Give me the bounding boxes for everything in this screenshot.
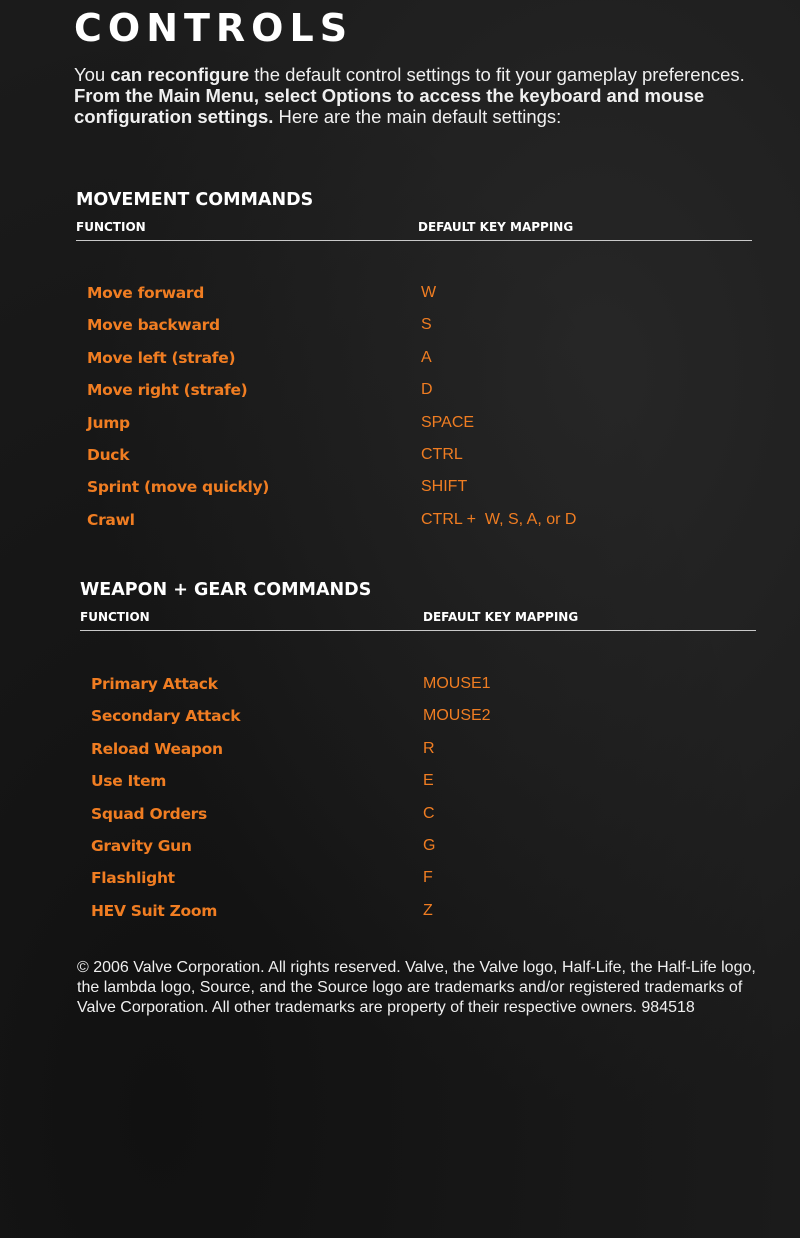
table-row — [76, 446, 752, 478]
table-row — [80, 869, 756, 901]
weapon-function-header: FUNCTION — [80, 610, 150, 624]
weapon-gear-commands-section — [80, 580, 756, 934]
function-name: Squad Orders — [91, 804, 207, 823]
key-mapping: C — [423, 804, 435, 822]
key-mapping: MOUSE1 — [423, 675, 491, 692]
function-name: Flashlight — [91, 869, 175, 888]
movement-column-headers — [76, 218, 752, 241]
table-row — [80, 740, 756, 772]
function-name: Duck — [87, 445, 130, 464]
weapon-section-title: WEAPON + GEAR COMMANDS — [80, 580, 372, 600]
table-row — [80, 772, 756, 804]
function-name: Secondary Attack — [91, 707, 241, 726]
key-mapping: W — [421, 284, 437, 301]
function-name: Use Item — [91, 772, 167, 791]
intro-paragraph — [74, 64, 764, 127]
movement-commands-section — [76, 190, 752, 543]
intro-text-2: the default control settings to fit your gameplay preferences. — [249, 64, 745, 85]
table-row — [80, 805, 756, 837]
function-name: Sprint (move quickly) — [87, 478, 270, 497]
key-mapping: F — [423, 869, 433, 887]
movement-commands-list — [76, 284, 752, 543]
weapon-column-headers — [80, 608, 756, 631]
key-mapping: CTRL — [421, 445, 463, 463]
function-name: Gravity Gun — [91, 836, 192, 855]
table-row — [76, 414, 752, 446]
key-mapping: R — [423, 739, 435, 757]
function-name: Move left (strafe) — [87, 348, 236, 367]
intro-bold-2: From the Main Menu, select Options to access the keyboard and mouse configuration settings. — [74, 85, 705, 127]
table-row — [76, 478, 752, 510]
function-name: Move forward — [87, 284, 205, 302]
function-name: Reload Weapon — [91, 739, 223, 758]
table-row — [76, 284, 752, 316]
intro-text-1: You — [74, 64, 111, 85]
table-row — [76, 381, 752, 413]
table-row — [76, 349, 752, 381]
table-row — [80, 902, 756, 934]
intro-bold-1: can reconfigure — [110, 64, 250, 85]
key-mapping: S — [421, 316, 432, 334]
key-mapping: D — [421, 381, 433, 399]
movement-section-title: MOVEMENT COMMANDS — [76, 190, 314, 210]
function-name: HEV Suit Zoom — [91, 901, 218, 920]
function-name: Crawl — [87, 510, 135, 529]
key-mapping: G — [423, 836, 436, 854]
table-row — [76, 511, 752, 543]
table-row — [80, 707, 756, 739]
key-mapping: Z — [423, 901, 433, 919]
movement-function-header: FUNCTION — [76, 220, 146, 234]
function-name: Primary Attack — [91, 675, 218, 693]
weapon-commands-list — [80, 675, 756, 934]
key-mapping: SHIFT — [421, 478, 468, 496]
movement-mapping-header: DEFAULT KEY MAPPING — [418, 220, 574, 234]
function-name: Move backward — [87, 316, 220, 335]
copyright-notice: © 2006 Valve Corporation. All rights reserved. Valve, the Valve logo, Half-Life, the Half-Life logo, the lambda logo, Source, and the Source logo are trademarks and/or registered trademarks of Valve Corporation. All other trademarks are property of their respective owners. 984518 — [77, 959, 756, 1016]
table-row — [76, 316, 752, 348]
table-row — [80, 837, 756, 869]
function-name: Move right (strafe) — [87, 381, 248, 400]
table-row — [80, 675, 756, 707]
key-mapping: E — [423, 772, 434, 790]
weapon-mapping-header: DEFAULT KEY MAPPING — [423, 610, 579, 624]
key-mapping: CTRL + W, S, A, or D — [421, 510, 577, 528]
intro-text-3: Here are the main default settings: — [273, 106, 562, 127]
function-name: Jump — [87, 413, 130, 432]
key-mapping: SPACE — [421, 413, 475, 431]
page-title: CONTROLS — [74, 6, 354, 50]
key-mapping: A — [421, 348, 432, 366]
key-mapping: MOUSE2 — [423, 707, 491, 725]
